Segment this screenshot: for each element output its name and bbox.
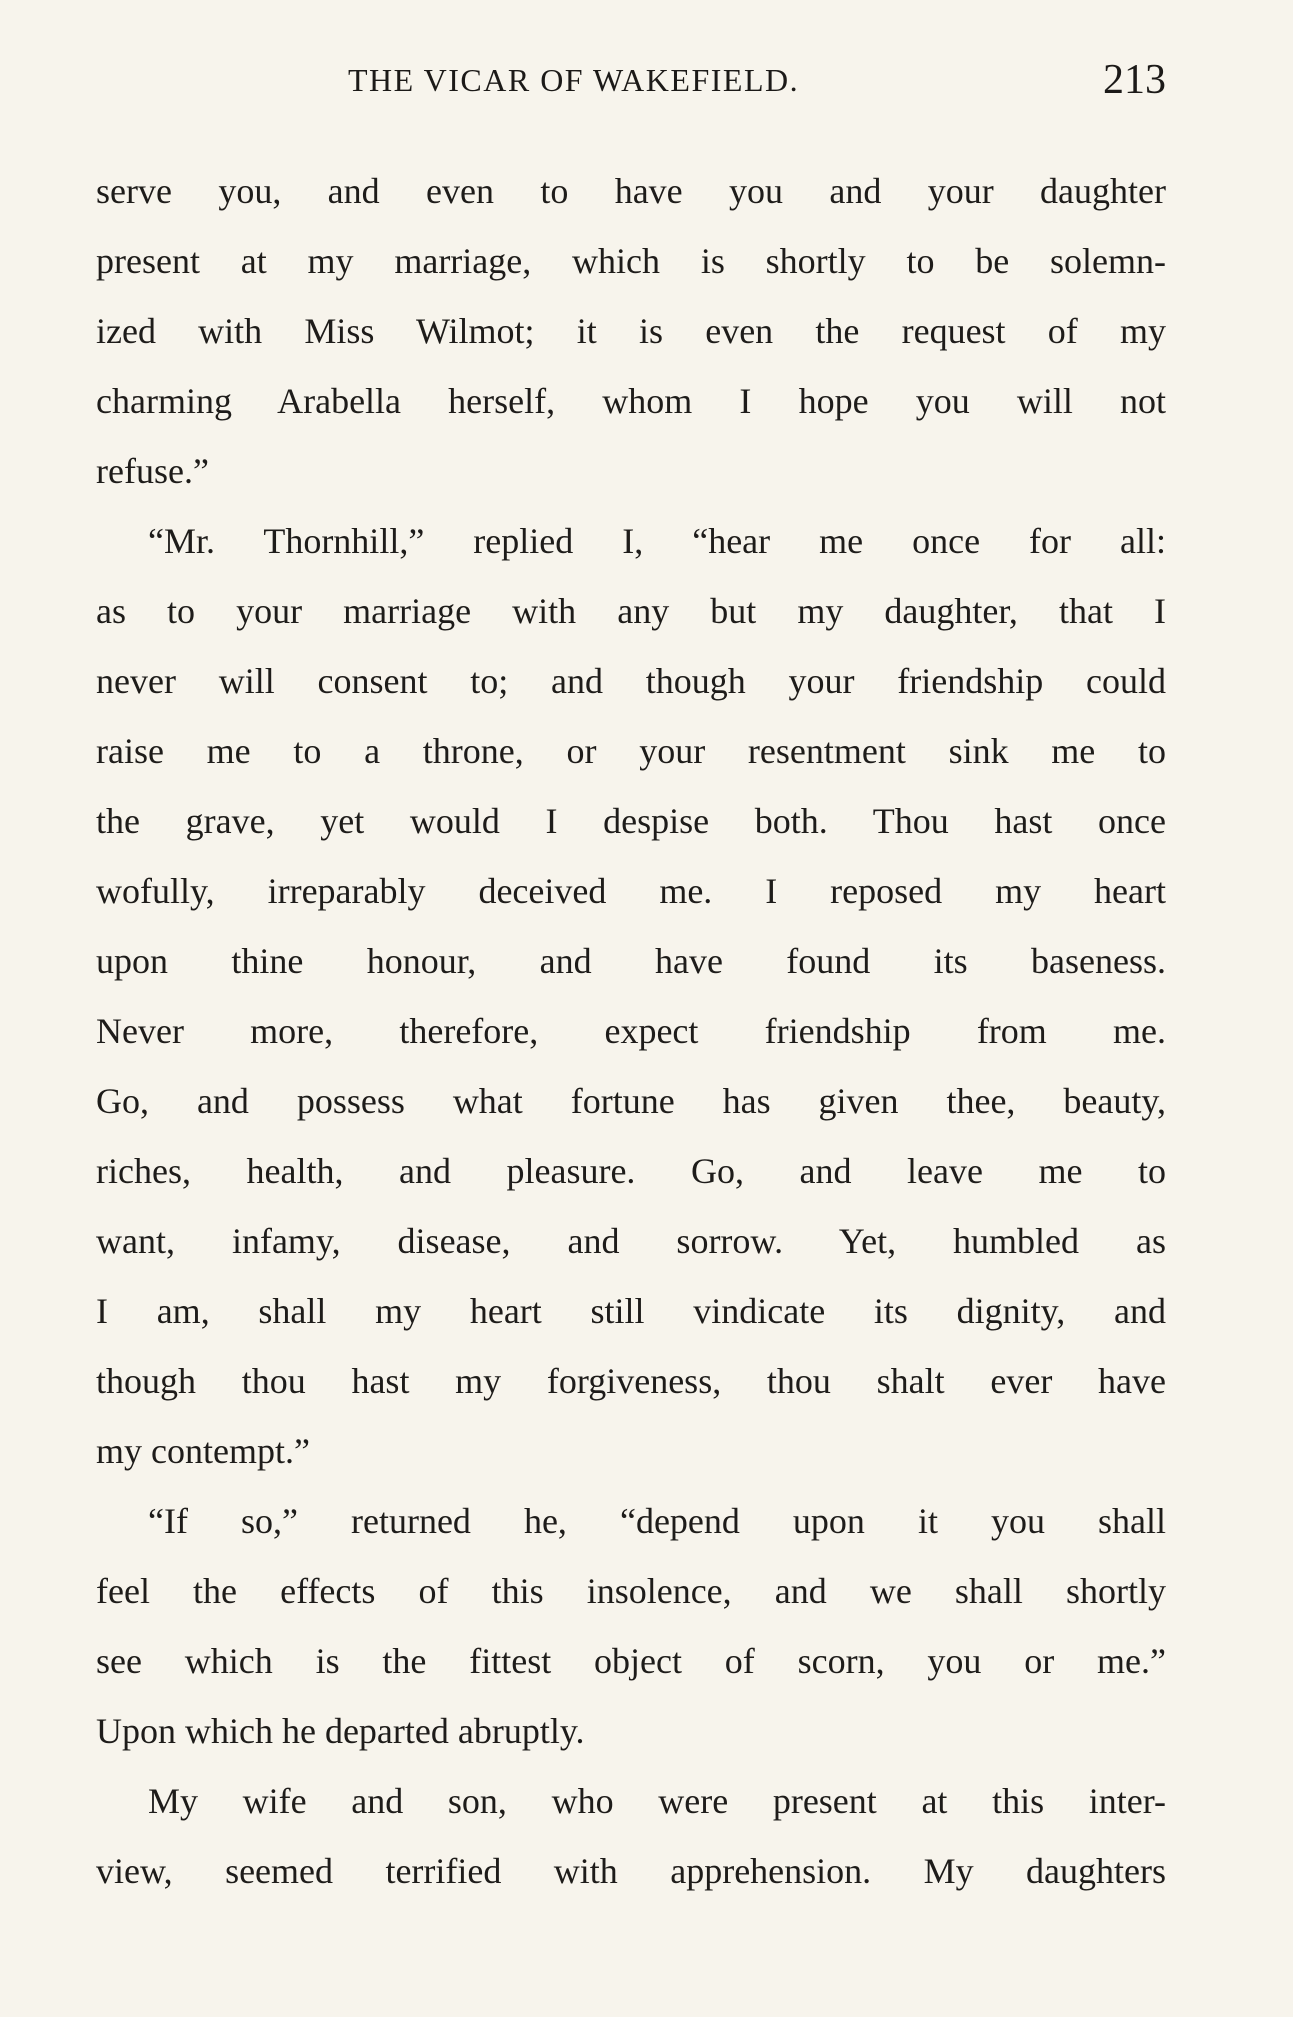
text-line: upon thine honour, and have found its baseness. bbox=[96, 941, 1166, 981]
text-line: the grave, yet would I despise both. Thou hast once bbox=[96, 801, 1166, 841]
text-line: serve you, and even to have you and your daughter bbox=[96, 171, 1166, 211]
text-line: feel the effects of this insolence, and we shall shortly bbox=[96, 1571, 1166, 1611]
text-line: view, seemed terrified with apprehension. My daughters bbox=[96, 1851, 1166, 1891]
text-line: Upon which he departed abruptly. bbox=[96, 1711, 585, 1751]
text-line: wofully, irreparably deceived me. I reposed my heart bbox=[96, 871, 1166, 911]
text-line: as to your marriage with any but my daughter, that I bbox=[96, 591, 1166, 631]
text-line: Never more, therefore, expect friendship from me. bbox=[96, 1011, 1166, 1051]
text-line: never will consent to; and though your friendship could bbox=[96, 661, 1166, 701]
text-line: riches, health, and pleasure. Go, and leave me to bbox=[96, 1151, 1166, 1191]
text-line: My wife and son, who were present at this inter- bbox=[148, 1781, 1166, 1821]
page-number: 213 bbox=[1103, 57, 1166, 103]
text-line: refuse.” bbox=[96, 451, 209, 491]
text-line: “Mr. Thornhill,” replied I, “hear me once for all: bbox=[148, 521, 1166, 561]
text-line: charming Arabella herself, whom I hope you will not bbox=[96, 381, 1166, 421]
text-line: Go, and possess what fortune has given thee, beauty, bbox=[96, 1081, 1166, 1121]
text-line: ized with Miss Wilmot; it is even the request of my bbox=[96, 311, 1166, 351]
text-line: I am, shall my heart still vindicate its dignity, and bbox=[96, 1291, 1166, 1331]
text-line: see which is the fittest object of scorn, you or me.” bbox=[96, 1641, 1166, 1681]
running-title: THE VICAR OF WAKEFIELD. bbox=[348, 62, 800, 98]
running-header bbox=[96, 57, 1166, 112]
text-line: though thou hast my forgiveness, thou shalt ever have bbox=[96, 1361, 1166, 1401]
text-line: “If so,” returned he, “depend upon it you shall bbox=[148, 1501, 1166, 1541]
text-line: want, infamy, disease, and sorrow. Yet, humbled as bbox=[96, 1221, 1166, 1261]
text-line: raise me to a throne, or your resentment sink me to bbox=[96, 731, 1166, 771]
text-line: present at my marriage, which is shortly to be solemn- bbox=[96, 241, 1166, 281]
text-line: my contempt.” bbox=[96, 1431, 310, 1471]
body-text bbox=[96, 156, 1166, 1906]
